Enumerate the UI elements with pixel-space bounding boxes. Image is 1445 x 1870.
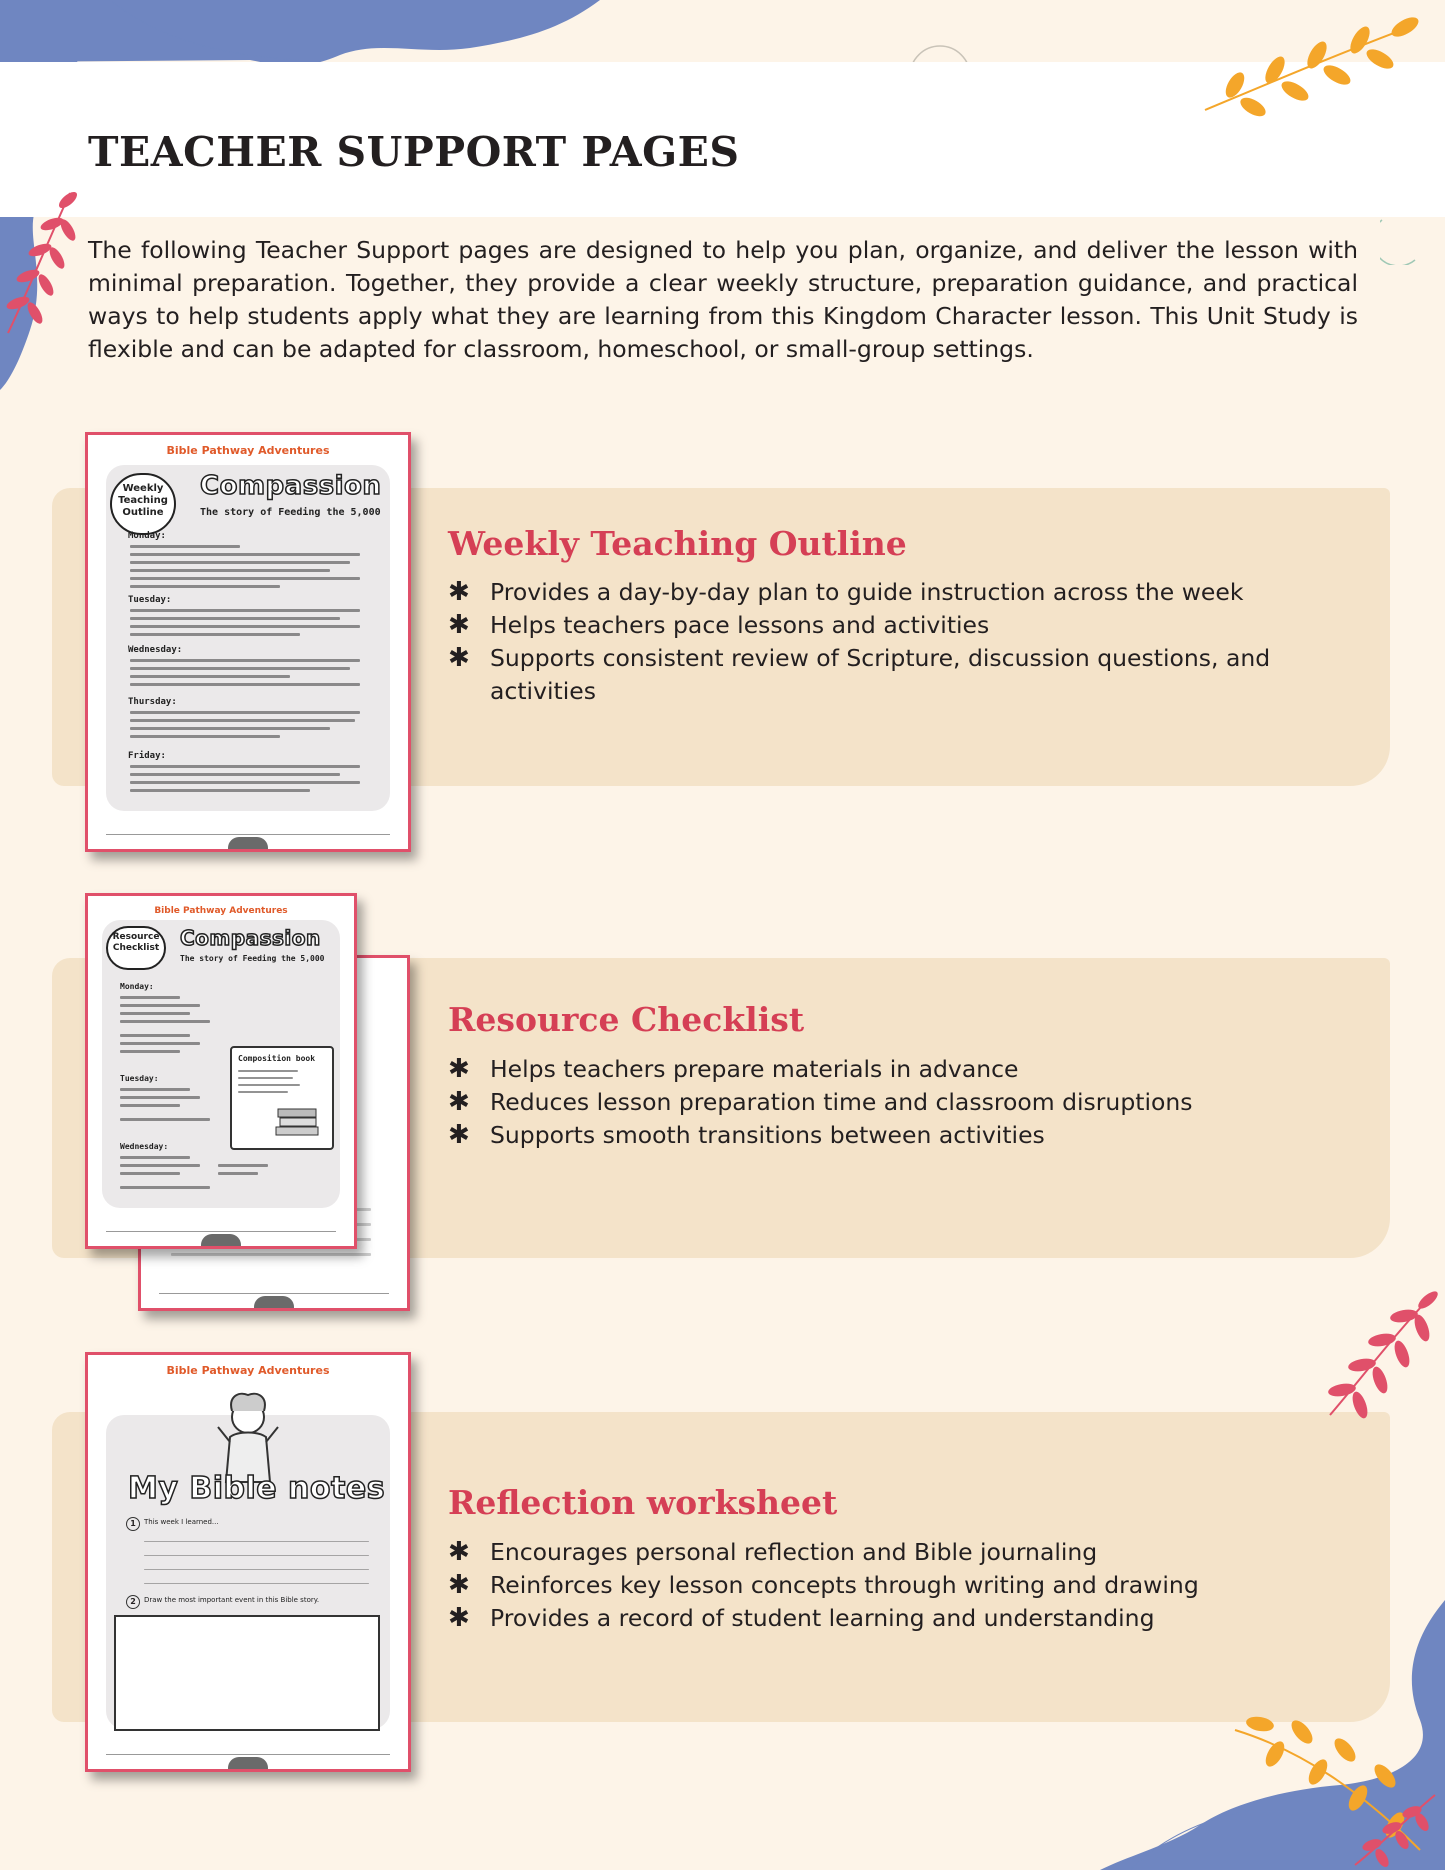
thumbnail-line xyxy=(130,545,240,548)
thumbnail-line xyxy=(218,1164,268,1167)
thumbnail-line xyxy=(130,683,360,686)
circle-outline-right-decoration xyxy=(1380,215,1420,265)
thumbnail-logo: Bible Pathway Adventures xyxy=(166,1364,330,1377)
thumbnail-line xyxy=(130,789,310,792)
bullet-text: Supports smooth transitions between activities xyxy=(490,1121,1045,1149)
asterisk-bullet-icon: ✱ xyxy=(448,610,470,640)
thumbnail-bubble: Weekly Teaching Outline xyxy=(110,473,176,535)
thumbnail-subheading: The story of Feeding the 5,000 xyxy=(200,507,381,518)
bullet-item xyxy=(448,1086,1278,1119)
asterisk-bullet-icon: ✱ xyxy=(448,1603,470,1633)
drawing-box xyxy=(114,1615,380,1731)
thumbnail-logo: Bible Pathway Adventures xyxy=(166,444,330,457)
section-title-weekly-outline: Weekly Teaching Outline xyxy=(448,524,907,563)
asterisk-bullet-icon: ✱ xyxy=(448,1537,470,1567)
thumbnail-heading: Compassion xyxy=(200,471,382,501)
thumbnail-line xyxy=(238,1091,288,1093)
step-number-2: 2 xyxy=(126,1595,140,1609)
thumbnail-line xyxy=(130,569,330,572)
thumbnail-line xyxy=(120,1164,200,1167)
page-title: TEACHER SUPPORT PAGES xyxy=(88,128,740,176)
leaf-branch-top-right-icon xyxy=(1195,15,1425,125)
prompt-2: Draw the most important event in this Bible story. xyxy=(144,1596,320,1604)
thumbnail-line xyxy=(120,1096,200,1099)
thumbnail-line xyxy=(130,719,355,722)
thumbnail-line xyxy=(120,996,180,999)
section-title-resource-checklist: Resource Checklist xyxy=(448,1000,805,1039)
thumbnail-line xyxy=(130,781,360,784)
thumbnail-day: Friday: xyxy=(128,751,166,761)
bullet-item xyxy=(448,642,1278,708)
asterisk-bullet-icon: ✱ xyxy=(448,643,470,673)
thumbnail-day: Tuesday: xyxy=(128,595,172,605)
thumbnail-line xyxy=(120,1088,190,1091)
bullet-text: Reduces lesson preparation time and classroom disruptions xyxy=(490,1088,1193,1116)
thumbnail-line xyxy=(130,711,360,714)
thumbnail-line xyxy=(130,735,280,738)
bullet-item xyxy=(448,1053,1278,1086)
step-number-1: 1 xyxy=(126,1517,140,1531)
thumbnail-line xyxy=(130,585,280,588)
thumbnail-line xyxy=(120,1042,200,1045)
thumbnail-logo: Bible Pathway Adventures xyxy=(154,906,288,916)
thumbnail-line xyxy=(130,553,360,556)
thumbnail-day: Wednesday: xyxy=(128,645,183,655)
thumbnail-line xyxy=(130,633,300,636)
bullet-text: Reinforces key lesson concepts through writing and drawing xyxy=(490,1571,1199,1599)
thumbnail-line xyxy=(238,1084,300,1086)
thumbnail-line xyxy=(130,675,290,678)
bullet-text: Provides a day-by-day plan to guide instruction across the week xyxy=(490,578,1244,606)
bullet-text: Helps teachers pace lessons and activities xyxy=(490,611,990,639)
thumbnail-day: Monday: xyxy=(120,982,154,991)
thumbnail-line xyxy=(130,561,350,564)
prompt-1: This week I learned... xyxy=(144,1518,219,1526)
thumbnail-heading: My Bible notes xyxy=(128,1471,386,1506)
intro-paragraph: The following Teacher Support pages are designed to help you plan, organize, and deliver the lesson with minimal preparation. Together, they provide a clear weekly structure, preparation guidance, and practical ways to help students apply what they are learning from this Kingdom Character lesson. This Unit Study is flexible and can be adapted for classroom, homeschool, or small-group settings. xyxy=(88,236,1358,363)
thumbnail-line xyxy=(120,1118,210,1121)
bullet-item xyxy=(448,1602,1278,1635)
books-icon xyxy=(272,1103,322,1139)
bullet-text: Supports consistent review of Scripture, discussion questions, and activities xyxy=(490,644,1271,705)
reflection-worksheet-thumbnail xyxy=(85,1352,411,1772)
thumbnail-line xyxy=(120,1156,190,1159)
weekly-outline-thumbnail xyxy=(85,432,411,852)
thumbnail-line xyxy=(130,625,360,628)
thumbnail-line xyxy=(130,727,330,730)
writing-line xyxy=(144,1541,369,1542)
thumbnail-line xyxy=(171,1253,371,1256)
leaf-branch-right-icon xyxy=(1320,1290,1440,1420)
bullet-item xyxy=(448,576,1278,609)
thumbnail-line xyxy=(120,1004,200,1007)
thumbnail-subheading: The story of Feeding the 5,000 xyxy=(180,954,325,963)
thumbnail-day: Tuesday: xyxy=(120,1074,159,1083)
asterisk-bullet-icon: ✱ xyxy=(448,1054,470,1084)
thumbnail-line xyxy=(120,1020,210,1023)
thumbnail-page-number xyxy=(201,1234,241,1249)
bullet-text: Helps teachers prepare materials in advance xyxy=(490,1055,1019,1083)
bullet-item xyxy=(448,1119,1278,1152)
thumbnail-page-number xyxy=(254,1296,294,1311)
thumbnail-line xyxy=(120,1034,190,1037)
writing-line xyxy=(144,1555,369,1556)
thumbnail-line xyxy=(120,1050,180,1053)
thumbnail-line xyxy=(120,1104,180,1107)
thumbnail-line xyxy=(120,1172,180,1175)
thumbnail-line xyxy=(238,1070,298,1072)
thumbnail-bubble: Resource Checklist xyxy=(106,926,166,970)
bullet-item xyxy=(448,1536,1278,1569)
thumbnail-line xyxy=(130,765,360,768)
composition-book-note xyxy=(230,1046,334,1150)
thumbnail-line xyxy=(130,609,360,612)
bullet-text: Encourages personal reflection and Bible journaling xyxy=(490,1538,1098,1566)
writing-line xyxy=(144,1583,369,1584)
asterisk-bullet-icon: ✱ xyxy=(448,1087,470,1117)
thumbnail-line xyxy=(130,577,360,580)
bullet-list-weekly-outline xyxy=(448,576,1278,708)
bullet-item xyxy=(448,609,1278,642)
asterisk-bullet-icon: ✱ xyxy=(448,577,470,607)
bullet-list-reflection-worksheet xyxy=(448,1536,1278,1635)
thumbnail-page-number xyxy=(228,837,268,852)
leaf-branch-bottom-red-icon xyxy=(1350,1790,1440,1870)
thumbnail-line xyxy=(130,667,350,670)
asterisk-bullet-icon: ✱ xyxy=(448,1570,470,1600)
thumbnail-day: Wednesday: xyxy=(120,1142,169,1151)
resource-checklist-thumbnail xyxy=(85,893,357,1249)
thumbnail-line xyxy=(120,1186,210,1189)
note-title: Composition book xyxy=(238,1054,316,1063)
thumbnail-line xyxy=(130,617,340,620)
bullet-item xyxy=(448,1569,1278,1602)
writing-line xyxy=(144,1569,369,1570)
thumbnail-heading: Compassion xyxy=(180,926,321,950)
bullet-list-resource-checklist xyxy=(448,1053,1278,1152)
thumbnail-day: Thursday: xyxy=(128,697,177,707)
section-title-reflection-worksheet: Reflection worksheet xyxy=(448,1483,838,1522)
thumbnail-day: Monday: xyxy=(128,531,166,541)
asterisk-bullet-icon: ✱ xyxy=(448,1120,470,1150)
thumbnail-page-number xyxy=(228,1757,268,1772)
thumbnail-line xyxy=(218,1172,258,1175)
thumbnail-line xyxy=(130,659,360,662)
thumbnail-line xyxy=(238,1077,293,1079)
thumbnail-line xyxy=(130,773,340,776)
leaf-branch-left-icon xyxy=(0,188,80,338)
bullet-text: Provides a record of student learning and understanding xyxy=(490,1604,1155,1632)
thumbnail-line xyxy=(120,1012,190,1015)
